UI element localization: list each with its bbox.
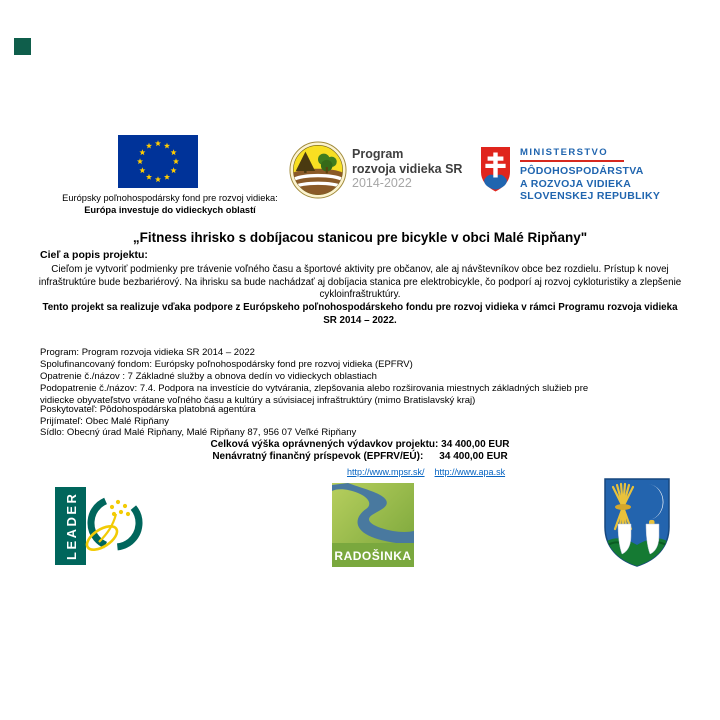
financials-block xyxy=(0,439,720,463)
leader-wordmark: LEADER xyxy=(64,491,79,560)
corner-marker xyxy=(14,38,31,55)
ministry-wordmark xyxy=(520,147,660,203)
total-value: 34 400,00 EUR xyxy=(441,439,510,450)
parties-list xyxy=(40,404,608,439)
detail-submeasure: Podopatrenie č./názov: 7.4. Podpora na investície do vytvárania, zlepšovania alebo rozširovania miestnych základných služieb pre vidiecke obyvateľstvo vrátane voľného času a kultúry a súvisiacej infraštruktúry (mimo Bratislavský kraj) xyxy=(40,382,589,406)
eu-flag-icon xyxy=(118,135,198,188)
prv-line1: Program xyxy=(352,147,404,161)
radosinka-wordmark: RADOŠINKA xyxy=(334,549,412,563)
rural-development-program-wordmark xyxy=(352,147,462,191)
eu-fund-caption xyxy=(42,192,298,216)
link-mpsr[interactable]: http://www.mpsr.sk/ xyxy=(347,467,425,477)
support-note: Tento projekt sa realizuje vďaka podpore z Európskeho poľnohospodárskeho fondu pre rozvoj vidieka v rámci Programu rozvoja vidieka SR 2014 – 2022. xyxy=(42,302,678,326)
party-address: Sídlo: Obecný úrad Malé Ripňany, Malé Ripňany 87, 956 07 Veľké Ripňany xyxy=(40,427,357,439)
ministry-line4: SLOVENSKEJ REPUBLIKY xyxy=(520,190,661,202)
party-provider: Poskytovateľ: Pôdohospodárska platobná agentúra xyxy=(40,404,256,415)
slovak-coat-of-arms-icon xyxy=(479,146,512,193)
eu-caption-line2: Európa investuje do vidieckych oblastí xyxy=(84,205,256,215)
link-apa[interactable]: http://www.apa.sk xyxy=(434,467,506,477)
detail-fund: Spolufinancovaný fondom: Európsky poľnohospodársky fond pre rozvoj vidieka (EPFRV) xyxy=(40,358,413,370)
detail-program: Program: Program rozvoja vidieka SR 2014 – 2022 xyxy=(40,347,255,358)
links-row xyxy=(347,467,515,477)
prv-years: 2014-2022 xyxy=(352,176,412,190)
leader-logo-icon xyxy=(55,487,149,565)
financial-line-total xyxy=(0,439,720,451)
ministry-line3: A ROZVOJA VIDIEKA xyxy=(520,177,632,190)
village-crest-icon xyxy=(603,477,671,568)
prv-line2: rozvoja vidieka SR xyxy=(352,161,463,176)
ministry-line1: MINISTERSTVO xyxy=(520,147,609,158)
project-title: „Fitness ihrisko s dobíjacou stanicou pre bicykle v obci Malé Ripňany" xyxy=(132,230,588,245)
radosinka-logo-icon xyxy=(332,483,414,567)
ministry-line2: PÔDOHOSPODÁRSTVA xyxy=(520,165,644,177)
goal-section-label: Cieľ a popis projektu: xyxy=(40,249,148,261)
eu-caption-line1: Európsky poľnohospodársky fond pre rozvoj vidieka: xyxy=(62,193,278,203)
party-beneficiary: Prijímateľ: Obec Malé Ripňany xyxy=(40,415,169,427)
ministry-underline xyxy=(520,160,624,162)
detail-measure: Opatrenie č./názov : 7 Základné služby a obnova dedín vo vidieckych oblastiach xyxy=(40,370,377,382)
project-description: Cieľom je vytvoriť podmienky pre trávenie voľného času a športové aktivity pre občanov, ale aj návštevníkov obce bez rozdielu. Prístup k novej infraštruktúre bude bezbariérový. Na ihrisku sa bude nachádzať aj dobíjacia stanica pre elektrobicykle, čo podporí aj rozvoj cykloturistiky a zlepšenie cykloinfraštruktúry. xyxy=(38,264,682,301)
grant-value: 34 400,00 EUR xyxy=(439,451,508,462)
program-details-list xyxy=(40,347,608,407)
total-label: Celková výška oprávnených výdavkov projektu: xyxy=(210,439,439,450)
financial-line-grant xyxy=(0,451,720,463)
grant-label: Nenávratný finančný príspevok (EPFRV/EÚ): xyxy=(212,451,424,462)
rural-development-program-icon xyxy=(289,141,347,199)
